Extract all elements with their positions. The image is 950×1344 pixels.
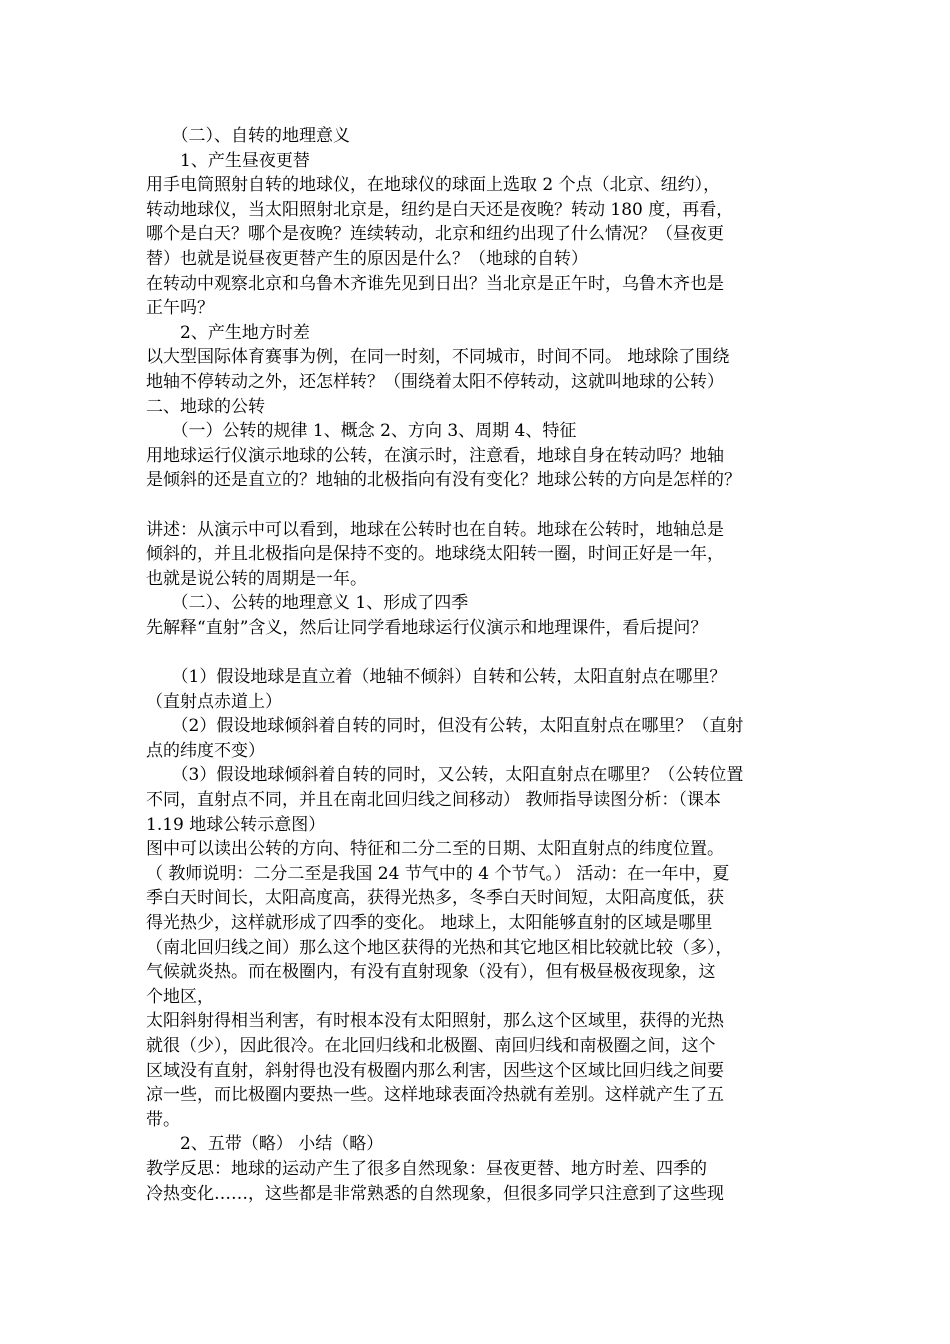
text-line: （2）假设地球倾斜着自转的同时，但没有公转，太阳直射点在哪里？（直射	[146, 716, 744, 737]
blank-line	[146, 493, 826, 518]
text-line: 转动地球仪，当太阳照射北京是，纽约是白天还是夜晚？转动 180 度，再看，	[146, 199, 734, 220]
text-line: （二）、自转的地理意义	[146, 126, 350, 146]
text-line: 个地区，	[146, 986, 214, 1007]
text-line: 不同，直射点不同，并且在南北回归线之间移动） 教师指导读图分析：（课本	[146, 790, 721, 811]
blank-line	[146, 640, 826, 665]
text-line: （二）、公转的地理意义 1、形成了四季	[146, 593, 469, 614]
text-line: （3）假设地球倾斜着自转的同时，又公转，太阳直射点在哪里？（公转位置	[146, 765, 744, 786]
text-line: 1、产生昼夜更替	[146, 150, 310, 171]
text-line: 也就是说公转的周期是一年。	[146, 568, 367, 589]
text-line: 太阳斜射得相当利害，有时根本没有太阳照射，那么这个区域里，获得的光热	[146, 1011, 724, 1032]
text-line: 在转动中观察北京和乌鲁木齐谁先见到日出？当北京是正午时，乌鲁木齐也是	[146, 273, 724, 294]
document-page	[146, 124, 826, 1206]
text-line: 讲述：从演示中可以看到，地球在公转时也在自转。地球在公转时，地轴总是	[146, 519, 724, 540]
text-line: 就很（少），因此很冷。在北回归线和北极圈、南回归线和南极圈之间，这个	[146, 1035, 716, 1056]
text-line: 地轴不停转动之外，还怎样转？（围绕着太阳不停转动，这就叫地球的公转）	[146, 371, 724, 392]
text-line: 图中可以读出公转的方向、特征和二分二至的日期、太阳直射点的纬度位置。	[146, 839, 724, 860]
text-line: （1）假设地球是直立着（地轴不倾斜）自转和公转，太阳直射点在哪里？	[146, 667, 727, 688]
text-line: 教学反思：地球的运动产生了很多自然现象：昼夜更替、地方时差、四季的	[146, 1158, 707, 1179]
text-line: 得光热少，这样就形成了四季的变化。 地球上，太阳能够直射的区域是哪里	[146, 913, 713, 933]
text-line: 1.19 地球公转示意图）	[146, 814, 326, 835]
text-line: 二、地球的公转	[146, 396, 265, 417]
text-line: 冷热变化……，这些都是非常熟悉的自然现象，但很多同学只注意到了这些现	[146, 1183, 724, 1204]
text-line: 替）也就是说昼夜更替产生的原因是什么？（地球的自转）	[146, 248, 588, 269]
text-line: （一）公转的规律 1、概念 2、方向 3、周期 4、特征	[146, 421, 577, 442]
text-line: 2、五带（略） 小结（略）	[146, 1134, 384, 1155]
text-line: （ 教师说明：二分二至是我国 24 节气中的 4 个节气。） 活动：在一年中，夏	[146, 863, 730, 884]
text-line: 以大型国际体育赛事为例，在同一时刻，不同城市，时间不同。 地球除了围绕	[146, 347, 730, 368]
text-line: 区域没有直射，斜射得也没有极圈内那么利害，因些这个区域比回归线之间要	[146, 1060, 724, 1081]
text-line: 哪个是白天？哪个是夜晚？连续转动，北京和纽约出现了什么情况？（昼夜更	[146, 224, 724, 245]
text-line: 倾斜的，并且北极指向是保持不变的。地球绕太阳转一圈，时间正好是一年，	[146, 544, 724, 565]
text-line: 凉一些，而比极圈内要热一些。这样地球表面冷热就有差别。这样就产生了五	[146, 1085, 724, 1106]
text-line: 用地球运行仪演示地球的公转，在演示时，注意看，地球自身在转动吗？地轴	[146, 445, 724, 466]
text-line: （直射点赤道上）	[146, 691, 282, 712]
text-line: （南北回归线之间）那么这个地区获得的光热和其它地区相比较就比较（多），	[146, 937, 733, 958]
text-line: 2、产生地方时差	[146, 322, 310, 343]
text-line: 是倾斜的还是直立的？地轴的北极指向有没有变化？地球公转的方向是怎样的？	[146, 470, 741, 491]
text-line: 点的纬度不变）	[146, 740, 265, 761]
text-line: 带。	[146, 1109, 180, 1130]
text-line: 正午吗？	[146, 298, 214, 319]
text-line: 气候就炎热。而在极圈内，有没有直射现象（没有），但有极昼极夜现象，这	[146, 962, 716, 983]
text-line: 季白天时间长，太阳高度高，获得光热多，冬季白天时间短，太阳高度低，获	[146, 888, 724, 909]
text-line: 先解释“直射”含义，然后让同学看地球运行仪演示和地理课件，看后提问？	[146, 617, 708, 638]
text-line: 用手电筒照射自转的地球仪，在地球仪的球面上选取 2 个点（北京、纽约），	[146, 175, 721, 196]
